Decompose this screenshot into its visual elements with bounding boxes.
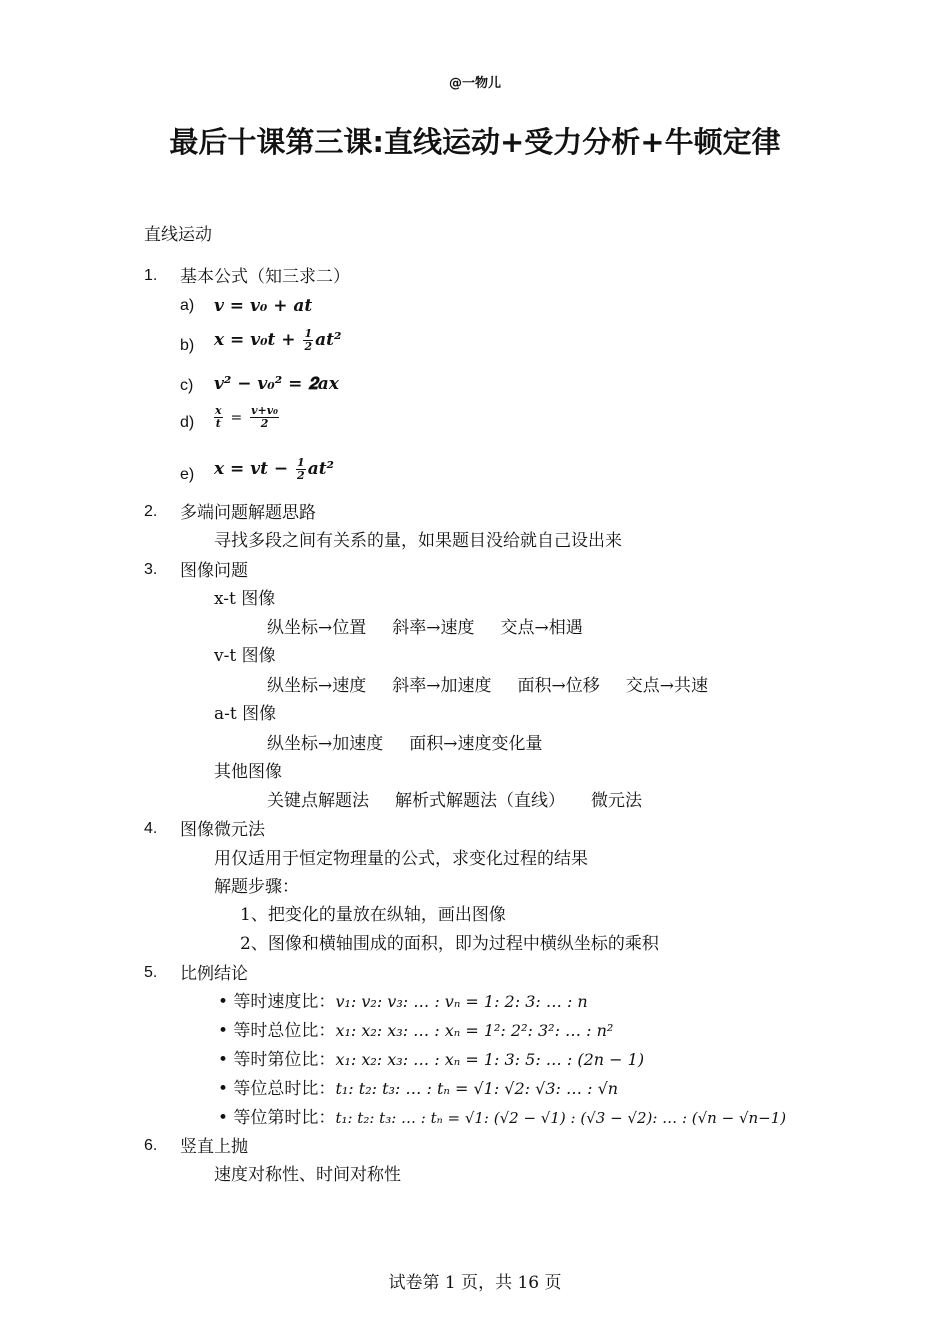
ratio-expr: x₁: x₂: x₃: … : xₙ = 1: 3: 5: … : (2n − 1) xyxy=(335,1050,645,1069)
item-title: 比例结论 xyxy=(180,964,248,984)
formula-letter: e) xyxy=(180,466,195,483)
graph-points: 纵坐标→速度 斜率→加速度 面积→位移 交点→共速 xyxy=(267,676,708,696)
graph-points: 纵坐标→加速度 面积→速度变化量 xyxy=(267,734,543,754)
graph-label: 其他图像 xyxy=(214,762,282,782)
page-title: 最后十课第三课:直线运动+受力分析+牛顿定律 xyxy=(169,125,781,159)
ratio-label: • 等时速度比： xyxy=(218,992,336,1012)
item-title: 多端问题解题思路 xyxy=(180,503,316,523)
item-detail: 速度对称性、时间对称性 xyxy=(214,1165,401,1185)
graph-points: 纵坐标→位置 斜率→速度 交点→相遇 xyxy=(267,618,583,638)
ratio-label: • 等时总位比： xyxy=(218,1021,336,1041)
graph-points: 关键点解题法 解析式解题法（直线） 微元法 xyxy=(267,791,642,811)
ratio-expr: x₁: x₂: x₃: … : xₙ = 1²: 2²: 3²: … : n² xyxy=(335,1021,614,1040)
ratio-row xyxy=(218,1107,786,1129)
item-number: 5. xyxy=(144,964,158,981)
item-detail: 寻找多段之间有关系的量，如果题目没给就自己设出来 xyxy=(214,531,622,551)
item-title: 基本公式（知三求二） xyxy=(180,267,350,287)
formula-letter: d) xyxy=(180,414,195,431)
item-title: 图像问题 xyxy=(180,561,248,581)
ratio-expr: v₁: v₂: v₃: … : vₙ = 1: 2: 3: … : n xyxy=(335,992,588,1011)
graph-label: x-t 图像 xyxy=(214,589,276,609)
page-footer: 试卷第 1 页，共 16 页 xyxy=(388,1273,562,1293)
ratio-row xyxy=(218,1078,618,1100)
ratio-row xyxy=(218,991,588,1013)
step-item: 1、把变化的量放在纵轴，画出图像 xyxy=(240,905,506,925)
item-number: 1. xyxy=(144,267,158,284)
ratio-label: • 等位第时比： xyxy=(218,1108,336,1128)
ratio-row xyxy=(218,1020,613,1042)
ratio-row xyxy=(218,1049,644,1071)
item-title: 竖直上抛 xyxy=(180,1137,248,1157)
graph-label: a-t 图像 xyxy=(214,704,277,724)
ratio-expr: t₁: t₂: t₃: … : tₙ = √1: √2: √3: … : √n xyxy=(335,1079,619,1098)
formula-d: $\frac{x}{t}$ = $\frac{\text{v+v₀}}{2}$ xyxy=(215,404,278,430)
formula-c: 𝒗² − 𝒗₀² = 𝟐𝒂𝒙 xyxy=(214,374,339,394)
item-number: 2. xyxy=(144,503,158,520)
formula-b: 𝒙 = 𝒗₀𝒕 + $\frac{1}{2}$ 𝒂𝒕² xyxy=(214,327,342,353)
step-item: 2、图像和横轴围成的面积，即为过程中横纵坐标的乘积 xyxy=(240,934,659,954)
section-title: 直线运动 xyxy=(144,225,212,245)
item-number: 4. xyxy=(144,820,158,837)
formula-a: 𝒗 = 𝒗₀ + 𝒂𝒕 xyxy=(214,296,313,316)
ratio-label: • 等时第位比： xyxy=(218,1050,336,1070)
ratio-label: • 等位总时比： xyxy=(218,1079,336,1099)
item-detail: 用仅适用于恒定物理量的公式，求变化过程的结果 xyxy=(214,849,588,869)
formula-letter: c) xyxy=(180,377,194,394)
item-title: 图像微元法 xyxy=(180,820,265,840)
formula-letter: b) xyxy=(180,337,195,354)
graph-label: v-t 图像 xyxy=(214,646,276,666)
item-detail: 解题步骤： xyxy=(214,877,299,897)
ratio-expr: t₁: t₂: t₃: … : tₙ = √1: (√2 − √1) : (√3 − √2): … : (√n − √n−1) xyxy=(335,1109,787,1127)
item-number: 6. xyxy=(144,1137,158,1154)
page-header: @一物儿 xyxy=(448,76,501,91)
item-number: 3. xyxy=(144,561,158,578)
formula-letter: a) xyxy=(180,297,195,314)
formula-e: 𝒙 = 𝒗𝒕 − $\frac{1}{2}$ 𝒂𝒕² xyxy=(214,456,335,482)
